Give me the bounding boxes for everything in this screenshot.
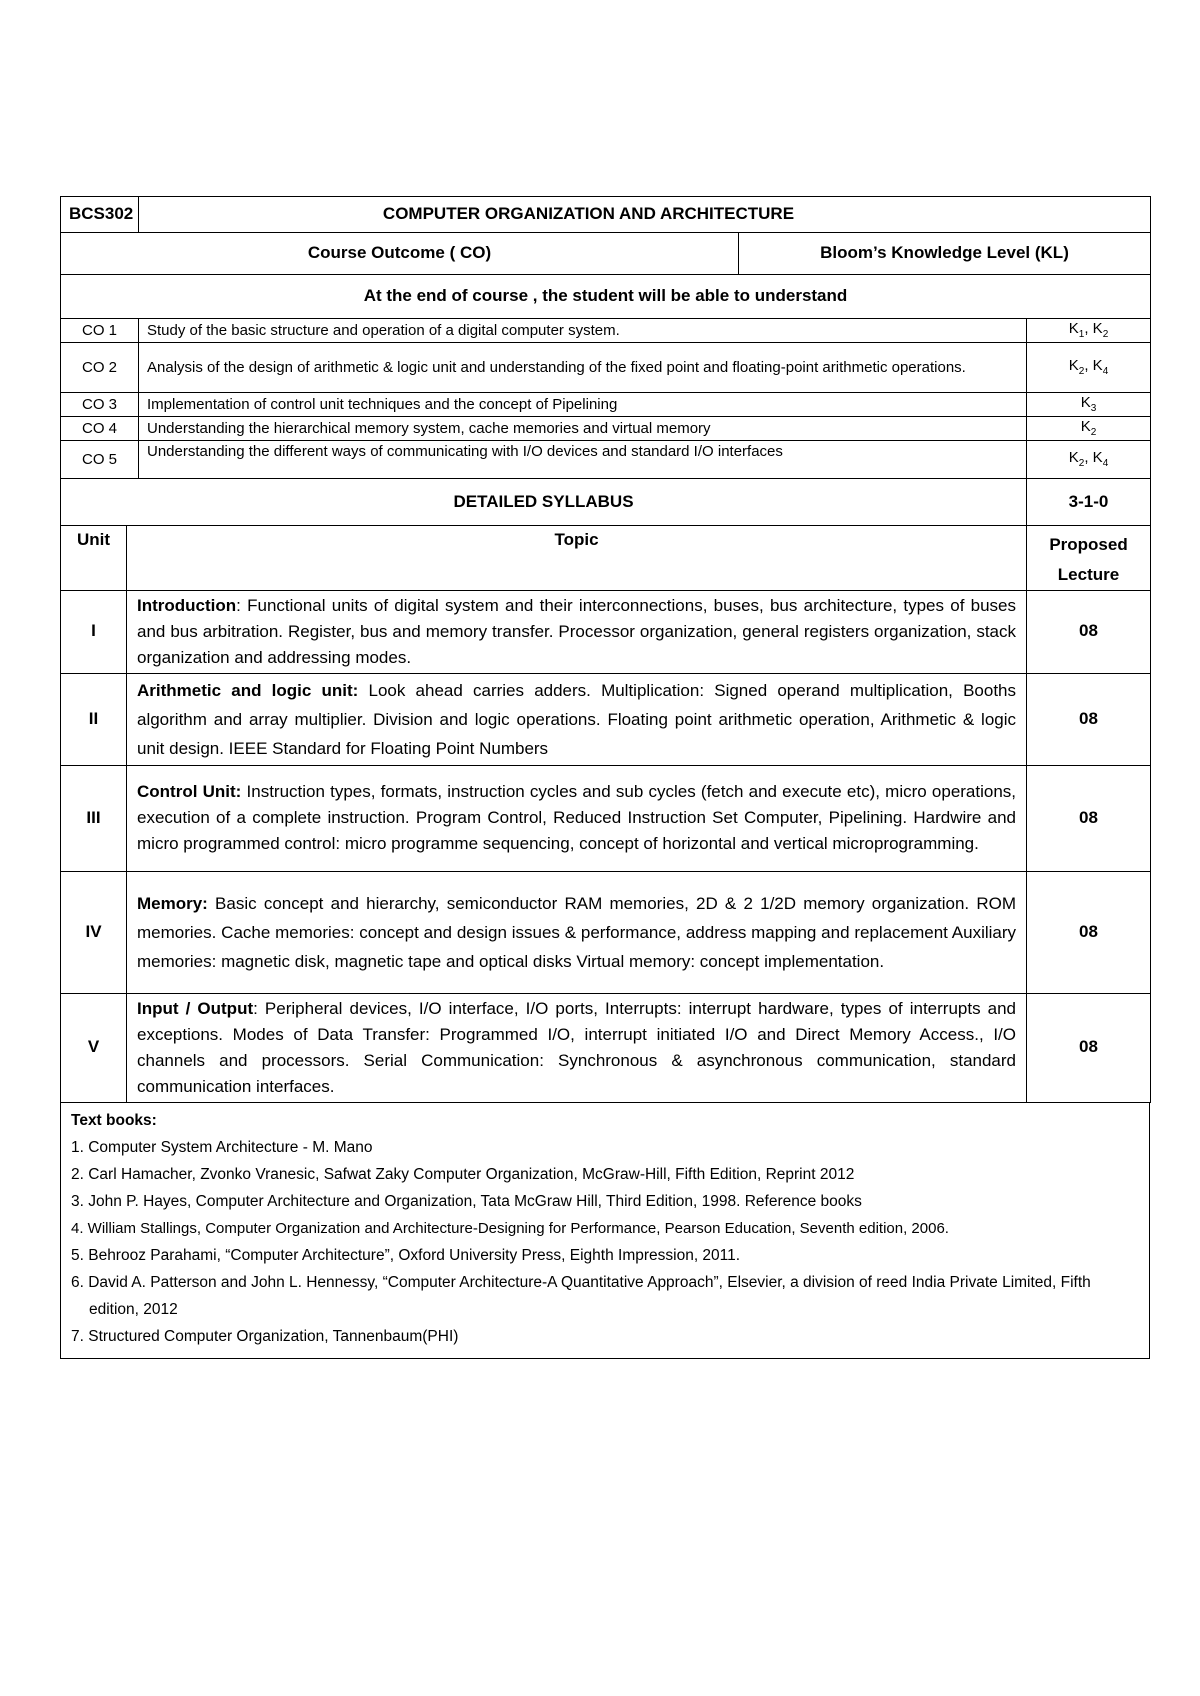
col-lecture-line2: Lecture: [1057, 564, 1120, 584]
course-code: BCS302: [61, 197, 139, 233]
unit-body: Basic concept and hierarchy, semiconductor RAM memories, 2D & 2 1/2D memory organization. ROM memories. Cache memories: concept and design issues & performance, address mapping and replacement Auxiliary memories: magnetic disk, magnetic tape and optical disks Virtual memory: concept implementation.: [137, 893, 1017, 971]
unit-heading: Arithmetic and logic unit:: [137, 680, 359, 700]
co-id: CO 1: [61, 319, 139, 343]
unit-heading: Memory:: [137, 893, 208, 913]
unit-lectures: 08: [1027, 765, 1151, 871]
co-text: Understanding the hierarchical memory system, cache memories and virtual memory: [139, 417, 1027, 441]
textbook-item: 1. Computer System Architecture - M. Mano: [71, 1138, 373, 1156]
co-id: CO 2: [61, 343, 139, 393]
unit-row: [61, 871, 1151, 993]
unit-lectures: 08: [1027, 993, 1151, 1102]
co-text: Implementation of control unit techniques and the concept of Pipelining: [139, 393, 1027, 417]
unit-row: [61, 765, 1151, 871]
co-row: [61, 319, 1151, 343]
course-outcome-table: [60, 196, 1151, 479]
textbook-item: 2. Carl Hamacher, Zvonko Vranesic, Safwat Zaky Computer Organization, McGraw-Hill, Fifth Edition, Reprint 2012: [71, 1165, 855, 1183]
intro-text: At the end of course , the student will be able to understand: [61, 275, 1151, 319]
co-id: CO 5: [61, 441, 139, 479]
unit-heading: Introduction: [137, 595, 237, 615]
unit-topic: [127, 871, 1027, 993]
unit-body: : Functional units of digital system and their interconnections, buses, bus architecture, types of buses and bus arbitration. Register, bus and memory transfer. Processor organization, general registers organization, stack organization and addressing modes.: [137, 595, 1017, 667]
textbook-item: 7. Structured Computer Organization, Tannenbaum(PHI): [71, 1327, 459, 1345]
textbook-item: 3. John P. Hayes, Computer Architecture and Organization, Tata McGraw Hill, Third Edition, 1998. Reference books: [71, 1192, 862, 1210]
syllabus-col-header-row: [61, 525, 1151, 590]
unit-topic: [127, 993, 1027, 1102]
co-kl: $K_2$: [1027, 417, 1151, 441]
unit-heading: Input / Output: [137, 998, 254, 1018]
unit-lectures: 08: [1027, 871, 1151, 993]
col-lecture: [1027, 525, 1151, 590]
co-header-row: [61, 233, 1151, 275]
syllabus-title-row: [61, 479, 1151, 525]
co-text: Understanding the different ways of communicating with I/O devices and standard I/O interfaces: [139, 441, 1027, 479]
co-row: [61, 393, 1151, 417]
co-text: Analysis of the design of arithmetic & logic unit and understanding of the fixed point and floating-point arithmetic operations.: [139, 343, 1027, 393]
textbooks-section: [60, 1103, 1150, 1359]
course-title: COMPUTER ORGANIZATION AND ARCHITECTURE: [139, 197, 1151, 233]
co-text: Study of the basic structure and operation of a digital computer system.: [139, 319, 1027, 343]
unit-row: [61, 993, 1151, 1102]
textbook-item: 6. David A. Patterson and John L. Hennessy, “Computer Architecture-A Quantitative Approach”, Elsevier, a division of reed India Private Limited, Fifth edition, 2012: [71, 1273, 1091, 1318]
unit-topic: [127, 765, 1027, 871]
co-row: [61, 417, 1151, 441]
unit-heading: Control Unit:: [137, 782, 242, 801]
unit-lectures: 08: [1027, 590, 1151, 673]
kl-label: Bloom’s Knowledge Level (KL): [739, 233, 1151, 275]
unit-row: [61, 673, 1151, 765]
co-id: CO 4: [61, 417, 139, 441]
co-kl: $K_2$, $K_4$: [1027, 441, 1151, 479]
co-kl: $K_3$: [1027, 393, 1151, 417]
co-row: [61, 343, 1151, 393]
course-header-row: [61, 197, 1151, 233]
unit-number: III: [61, 765, 127, 871]
unit-body: Look ahead carries adders. Multiplication: Signed operand multiplication, Booths algorithm and array multiplier. Division and logic operations. Floating point arithmetic operation, Arithmetic & logic unit design. IEEE Standard for Floating Point Numbers: [137, 680, 1017, 758]
unit-lectures: 08: [1027, 673, 1151, 765]
unit-body: Instruction types, formats, instruction cycles and sub cycles (fetch and execute etc), micro operations, execution of a complete instruction. Program Control, Reduced Instruction Set Computer, Pipelining. Hardwire and micro programmed control: micro programme sequencing, concept of horizontal and vertical microprogramming.: [137, 782, 1017, 853]
intro-row: [61, 275, 1151, 319]
unit-body: : Peripheral devices, I/O interface, I/O ports, Interrupts: interrupt hardware, types of interrupts and exceptions. Modes of Data Transfer: Programmed I/O, interrupt initiated I/O and Direct Memory Access., I/O channels and processors. Serial Communication: Synchronous & asynchronous communication, standard communication interfaces.: [137, 998, 1017, 1096]
unit-number: V: [61, 993, 127, 1102]
unit-topic: [127, 590, 1027, 673]
syllabus-ltp: 3-1-0: [1027, 479, 1151, 525]
col-lecture-line1: Proposed: [1049, 534, 1128, 554]
syllabus-table: [60, 479, 1151, 1103]
unit-number: II: [61, 673, 127, 765]
unit-number: IV: [61, 871, 127, 993]
co-label: Course Outcome ( CO): [61, 233, 739, 275]
unit-topic: [127, 673, 1027, 765]
syllabus-page: [60, 196, 1150, 1359]
unit-number: I: [61, 590, 127, 673]
textbooks-title: Text books:: [71, 1111, 157, 1129]
co-row: [61, 441, 1151, 479]
col-unit: Unit: [61, 525, 127, 590]
unit-row: [61, 590, 1151, 673]
col-topic: Topic: [127, 525, 1027, 590]
textbook-item: 4. William Stallings, Computer Organization and Architecture-Designing for Performance, Pearson Education, Seventh edition, 2006.: [71, 1219, 949, 1237]
textbook-item: 5. Behrooz Parahami, “Computer Architecture”, Oxford University Press, Eighth Impression, 2011.: [71, 1246, 741, 1264]
co-kl: $K_1$, $K_2$: [1027, 319, 1151, 343]
co-id: CO 3: [61, 393, 139, 417]
co-kl: $K_2$, $K_4$: [1027, 343, 1151, 393]
syllabus-title: DETAILED SYLLABUS: [61, 479, 1027, 525]
